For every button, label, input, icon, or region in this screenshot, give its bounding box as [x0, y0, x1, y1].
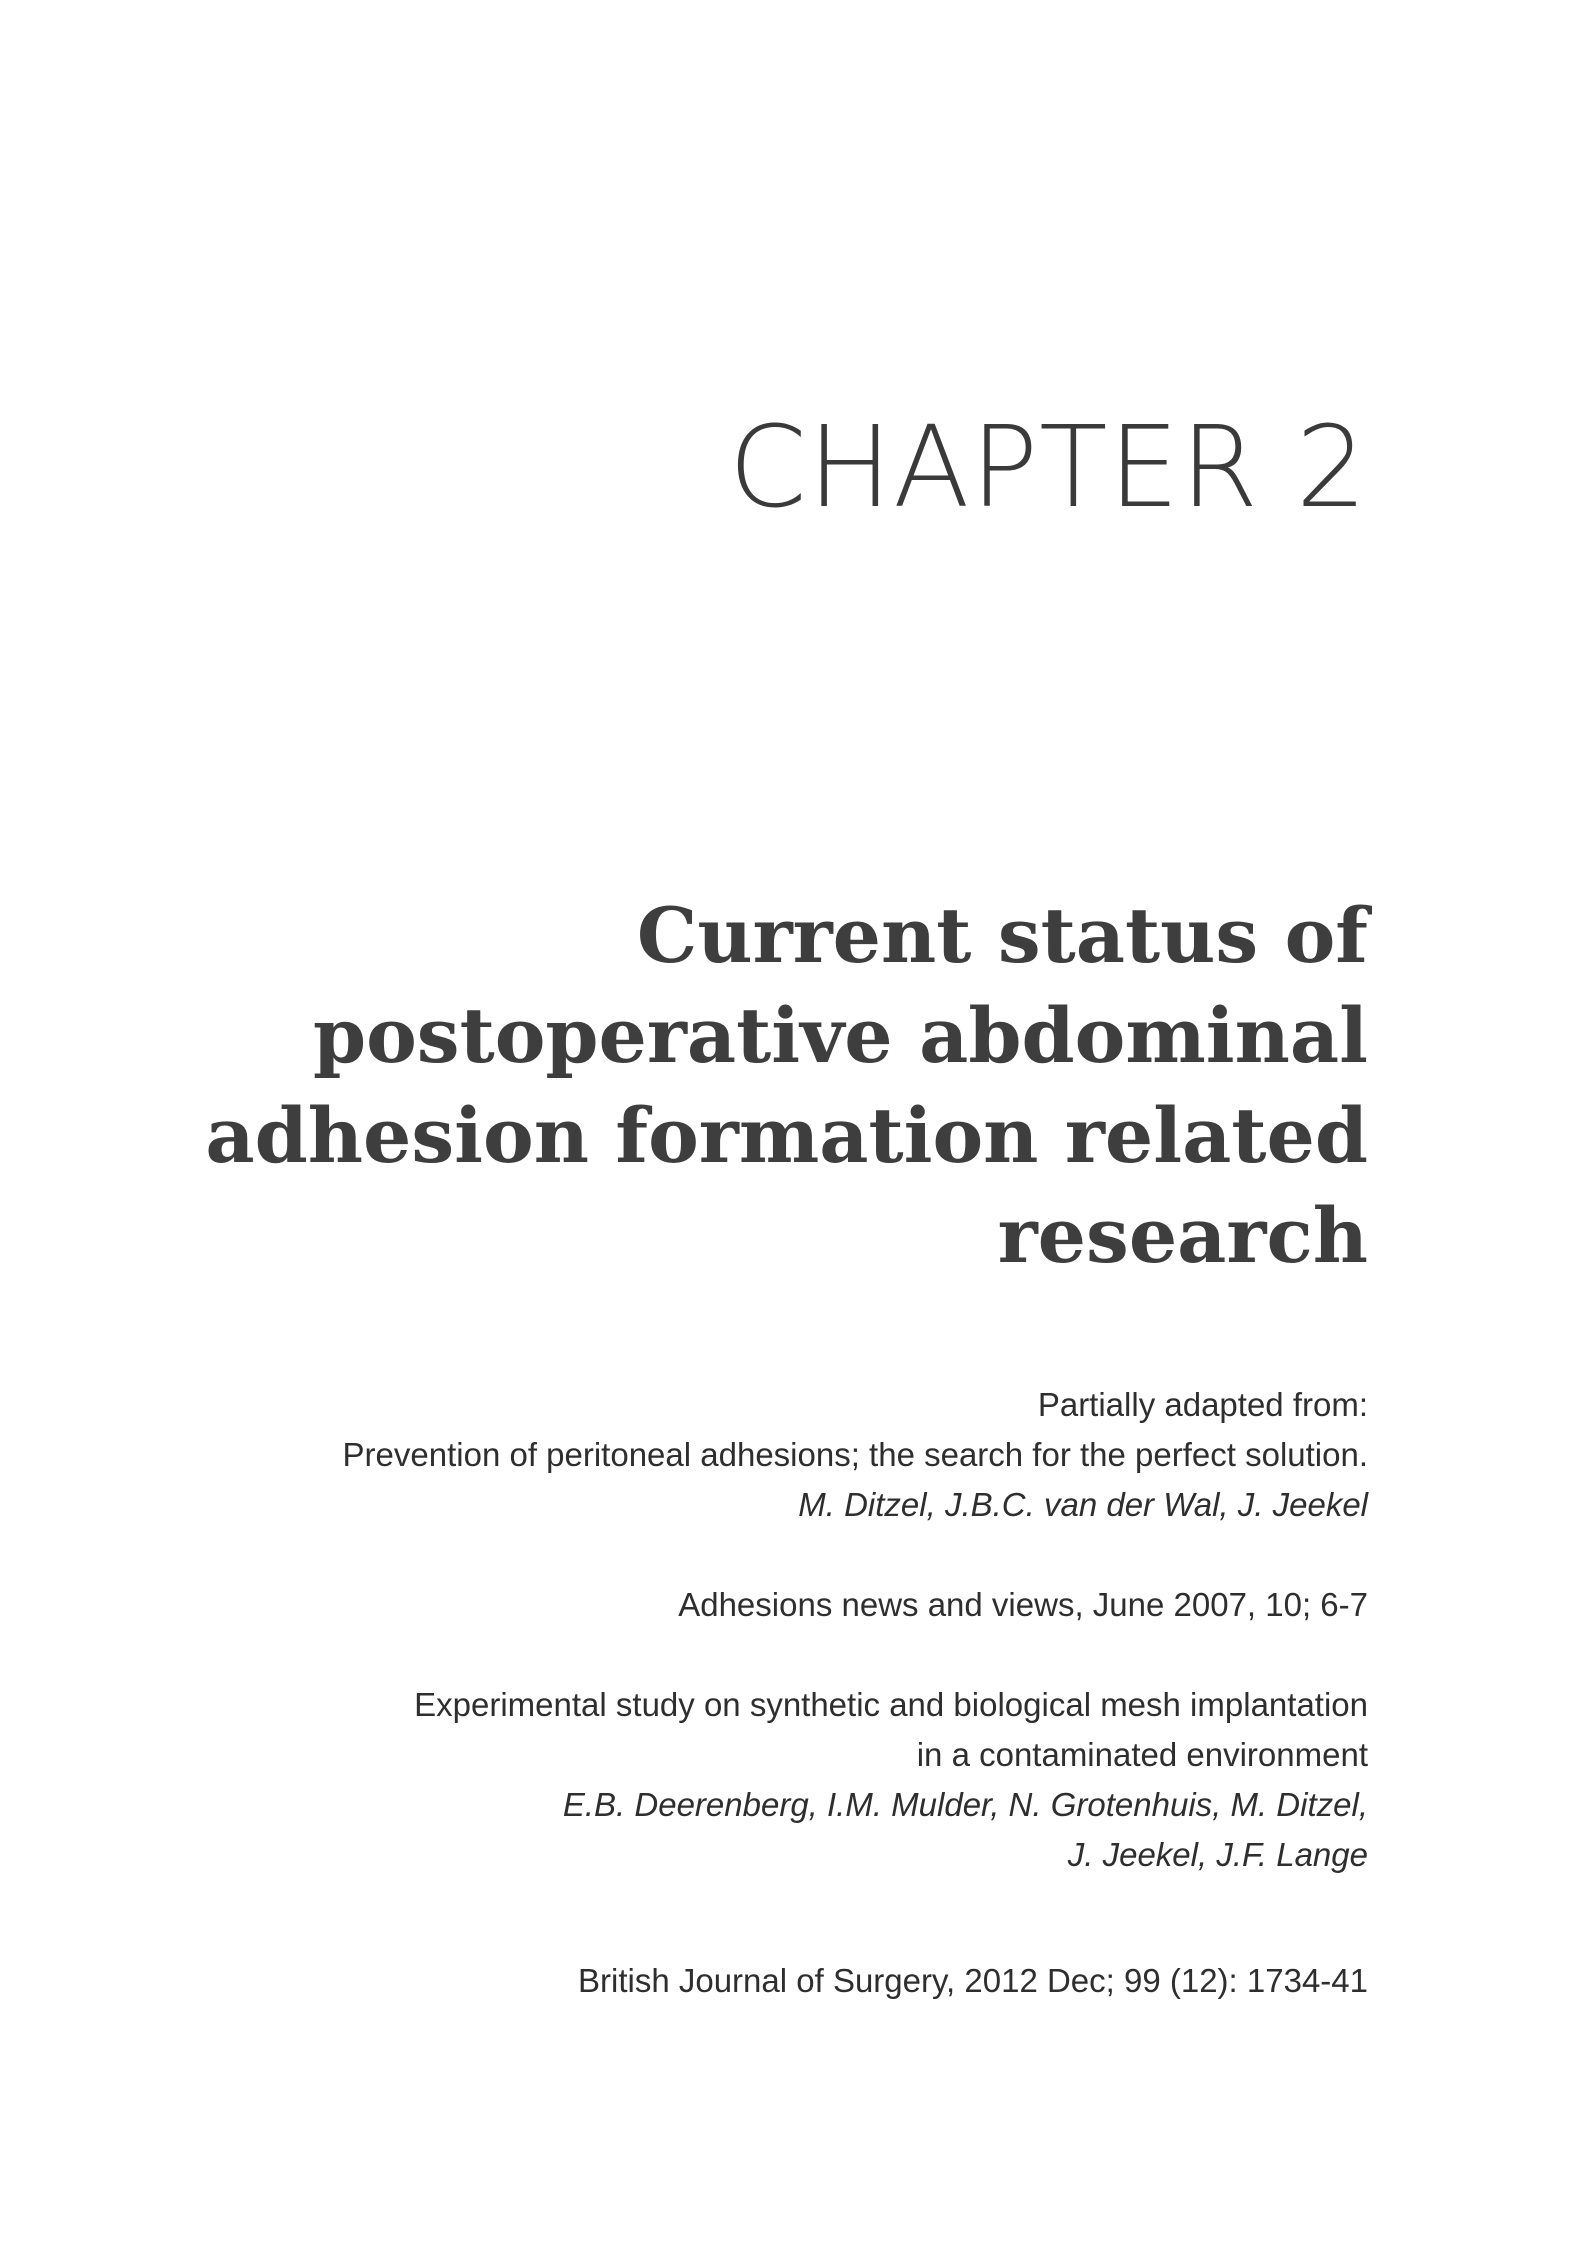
reference-1-authors: M. Ditzel, J.B.C. van der Wal, J. Jeekel [798, 1486, 1368, 1523]
chapter-title-line: adhesion formation related [205, 1091, 1368, 1180]
reference-2-title-line: in a contaminated environment [916, 1736, 1368, 1773]
chapter-title-line: Current status of [636, 891, 1368, 980]
reference-1-title: Prevention of peritoneal adhesions; the search for the perfect solution. [342, 1436, 1368, 1473]
chapter-title-line: postoperative abdominal [312, 991, 1368, 1080]
spacer [168, 1530, 1368, 1580]
spacer [168, 1630, 1368, 1680]
chapter-label: CHAPTER 2 [728, 403, 1368, 533]
spacer [168, 1880, 1368, 1956]
chapter-title [168, 886, 1368, 1286]
adapted-from-label: Partially adapted from: [1037, 1386, 1368, 1423]
reference-2-source: British Journal of Surgery, 2012 Dec; 99 (12): 1734-41 [578, 1962, 1368, 1999]
reference-2-authors-line: E.B. Deerenberg, I.M. Mulder, N. Grotenhuis, M. Ditzel, [562, 1786, 1368, 1823]
reference-1-source: Adhesions news and views, June 2007, 10; 6-7 [678, 1586, 1368, 1623]
source-references [168, 1380, 1368, 2006]
reference-2-authors-line: J. Jeekel, J.F. Lange [1067, 1836, 1368, 1873]
reference-2-title-line: Experimental study on synthetic and biological mesh implantation [414, 1686, 1368, 1723]
chapter-title-line: research [997, 1191, 1368, 1280]
